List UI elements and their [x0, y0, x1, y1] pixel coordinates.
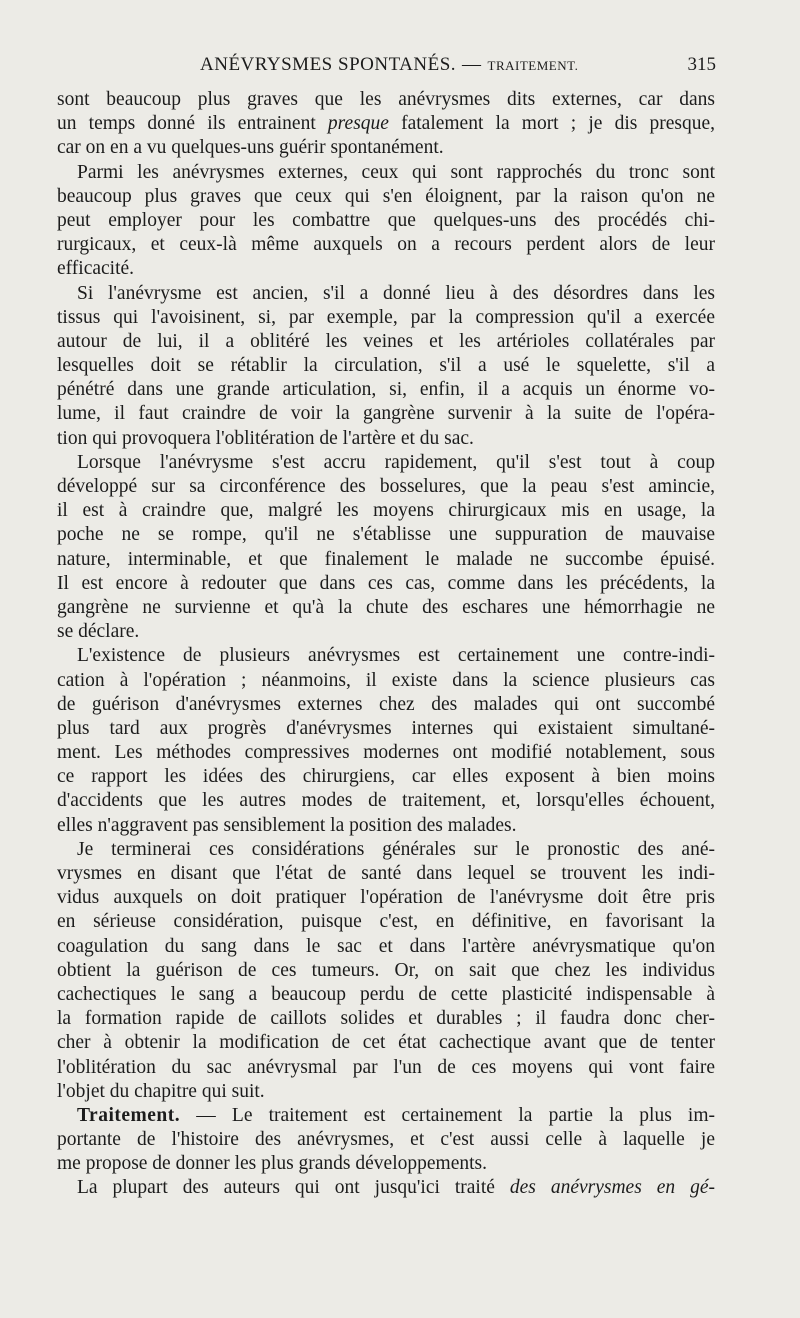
- text-line: rurgicaux, et ceux-là même auxquels on a recours perdent alors de leur: [57, 234, 715, 256]
- paragraph-start-line: [57, 1176, 715, 1200]
- section-subtitle: TRAITEMENT.: [487, 58, 579, 73]
- section-heading-line: [57, 1104, 715, 1128]
- text-line: vrysmes en disant que l'état de santé dans lequel se trouvent les indi-: [57, 863, 715, 884]
- text-line: gangrène ne survienne et qu'à la chute des eschares une hémorrhagie ne: [57, 596, 715, 618]
- text-line: l'oblitération du sac anévrysmal par l'un de ces moyens qui vont faire: [57, 1056, 715, 1078]
- running-header: [60, 54, 716, 82]
- text-line: l'objet du chapitre qui suit.: [57, 1080, 265, 1102]
- text-line: il est à craindre que, malgré les moyens chirurgicaux mis en usage, la: [57, 500, 715, 522]
- paragraph-start-line: Je terminerai ces considérations générales sur le pronostic des ané-: [77, 838, 715, 860]
- text-line: sont beaucoup plus graves que les anévrysmes dits externes, car dans: [57, 89, 715, 110]
- text-line: me propose de donner les plus grands développements.: [57, 1153, 487, 1175]
- text-line: cation à l'opération ; néanmoins, il existe dans la science plusieurs cas: [57, 669, 715, 691]
- text-line: Il est encore à redouter que dans ces cas, comme dans les précédents, la: [57, 572, 715, 594]
- text-line: car on en a vu quelques-uns guérir spontanément.: [57, 137, 444, 159]
- running-title: [200, 54, 578, 76]
- text-line: se déclare.: [57, 621, 140, 643]
- text-line: ce rapport les idées des chirurgiens, car elles exposent à bien moins: [57, 766, 715, 788]
- body-text: [57, 88, 715, 1201]
- italic-word: presque: [327, 113, 389, 135]
- paragraph-start-line: L'existence de plusieurs anévrysmes est certainement une contre-indi-: [77, 645, 715, 667]
- text-line: efficacité.: [57, 258, 135, 280]
- paragraph-start-line: Lorsque l'anévrysme s'est accru rapidement, qu'il s'est tout à coup: [77, 451, 715, 473]
- text-line: obtient la guérison de ces tumeurs. Or, on sait que chez les individus: [57, 959, 715, 981]
- text-line: beaucoup plus graves que ceux qui s'en éloignent, par la raison qu'on ne: [57, 185, 715, 207]
- paragraph-start-line: Parmi les anévrysmes externes, ceux qui sont rapprochés du tronc sont: [77, 161, 715, 183]
- text-line: cachectiques le sang a beaucoup perdu de cette plasticité indispensable à: [57, 983, 715, 1005]
- chapter-title: ANÉVRYSMES SPONTANÉS.: [200, 54, 457, 75]
- text-line: portante de l'histoire des anévrysmes, et c'est aussi celle à laquelle je: [57, 1129, 715, 1151]
- text-line: lume, il faut craindre de voir la gangrène survenir à la suite de l'opéra-: [57, 403, 715, 425]
- page-number: 315: [687, 54, 716, 75]
- section-heading-traitement: Traitement.: [77, 1104, 181, 1126]
- paragraph-start-line: Si l'anévrysme est ancien, s'il a donné lieu à des désordres dans les: [77, 282, 715, 304]
- text-line: cher à obtenir la modification de cet état cachectique avant que de tenter: [57, 1032, 715, 1054]
- text-line: coagulation du sang dans le sac et dans l'artère anévrysmatique qu'on: [57, 935, 715, 957]
- text-line: d'accidents que les autres modes de traitement, et, lorsqu'elles échouent,: [57, 790, 715, 812]
- text-line: elles n'aggravent pas sensiblement la position des malades.: [57, 814, 517, 836]
- text-fragment: fatalement la mort ; je dis presque,: [388, 113, 716, 135]
- text-line: autour de lui, il a oblitéré les veines et les artérioles collatérales par: [57, 330, 715, 352]
- text-line: [57, 112, 715, 136]
- text-line: tion qui provoquera l'oblitération de l'artère et du sac.: [57, 427, 474, 449]
- text-line: développé sur sa circonférence des bosselures, que la peau s'est amincie,: [57, 476, 715, 497]
- text-line: nature, interminable, et que finalement le malade ne succombe épuisé.: [57, 548, 715, 570]
- text-fragment: — Le traitement est certainement la partie la plus im-: [180, 1104, 715, 1126]
- text-line: de guérison d'anévrysmes externes chez des malades qui ont succombé: [57, 693, 715, 715]
- text-fragment: La plupart des auteurs qui ont jusqu'ici traité: [77, 1177, 510, 1199]
- text-line: plus tard aux progrès d'anévrysmes internes qui existaient simultané-: [57, 717, 715, 739]
- text-line: peut employer pour les combattre que quelques-uns des procédés chi-: [57, 209, 715, 231]
- text-fragment: un temps donné ils entrainent: [57, 113, 328, 135]
- header-separator: —: [462, 54, 482, 75]
- text-line: tissus qui l'avoisinent, si, par exemple, par la compression qu'il a exercée: [57, 306, 715, 328]
- text-line: pénétré dans une grande articulation, si, enfin, il a acquis un énorme vo-: [57, 379, 715, 401]
- text-line: lesquelles doit se rétablir la circulation, s'il a usé le squelette, s'il a: [57, 355, 715, 377]
- text-line: en sérieuse considération, puisque c'est, en définitive, en favorisant la: [57, 911, 715, 933]
- text-line: la formation rapide de caillots solides et durables ; il faudra donc cher-: [57, 1008, 715, 1030]
- text-line: poche ne se rompe, qu'il ne s'établisse une suppuration de mauvaise: [57, 524, 715, 546]
- text-line: vidus auxquels on doit pratiquer l'opération de l'anévrysme doit être pris: [57, 887, 715, 909]
- italic-phrase: des anévrysmes en gé-: [509, 1177, 715, 1199]
- text-line: ment. Les méthodes compressives modernes ont modifié notablement, sous: [57, 742, 715, 764]
